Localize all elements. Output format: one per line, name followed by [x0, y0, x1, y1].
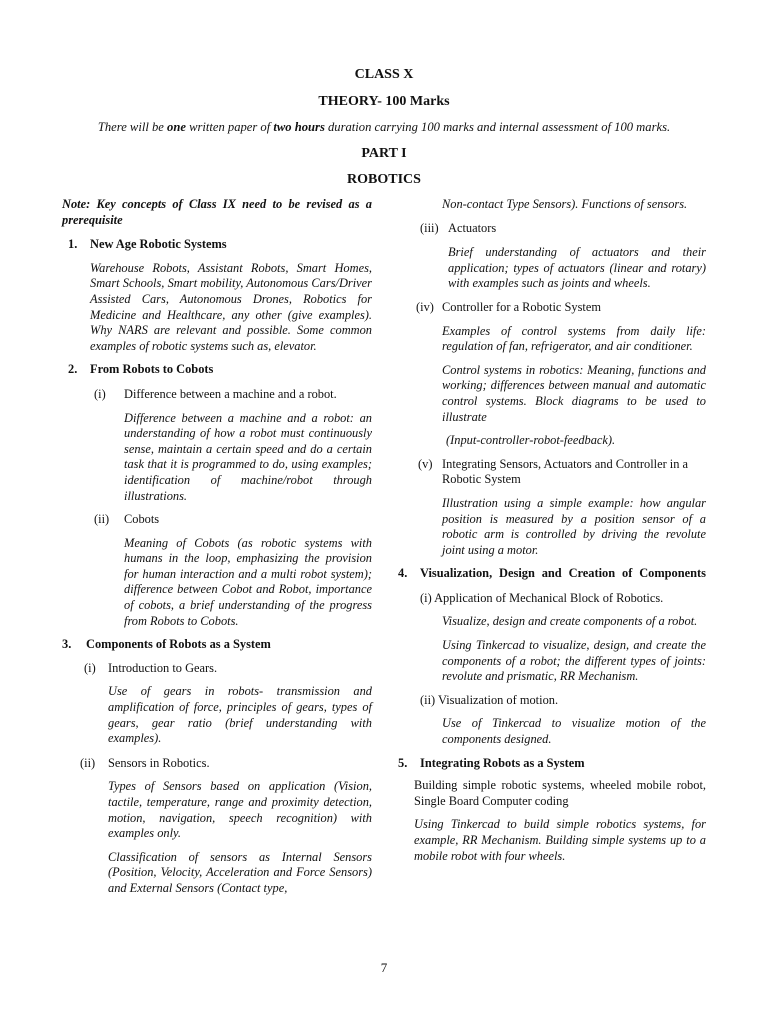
section-4-ii-heading: (ii) Visualization of motion.: [420, 692, 559, 707]
right-column: [398, 197, 706, 864]
section-3-i-heading: (i) Introduction to Gears.: [84, 660, 218, 675]
section-3-ii-heading: (ii) Sensors in Robotics.: [80, 755, 210, 770]
subject-heading: ROBOTICS: [347, 172, 421, 187]
page-number: 7: [380, 960, 388, 975]
section-3-iv-heading: (iv) Controller for a Robotic System: [416, 299, 601, 314]
section-3-iv-body-3: (Input-controller-robot-feedback).: [446, 433, 616, 448]
section-1-heading: 1. New Age Robotic Systems: [68, 237, 227, 252]
section-3-v-body: Illustration using a simple example: how angular position is measured by a position sensor of a robotic arm is controlled by driving the revolute joint using a motor.: [442, 495, 706, 557]
section-5-body-1: Building simple robotic systems, wheeled mobile robot, Single Board Computer coding: [414, 778, 706, 808]
section-3-v-heading: (v) Integrating Sensors, Actuators and Controller in a Robotic System: [418, 456, 689, 487]
section-3-ii-body-1: Types of Sensors based on application (Vision, tactile, temperature, range and proximity detection, motion, navigation, speech recognition) with examples only.: [108, 779, 372, 841]
part-heading: PART I: [361, 146, 407, 161]
note-prerequisite: Note: Key concepts of Class IX need to be revised as a prerequisite: [62, 197, 372, 227]
section-3-iii-heading: (iii) Actuators: [420, 220, 497, 235]
sensors-continued: Non-contact Type Sensors). Functions of sensors.: [442, 197, 688, 211]
section-3-ii-body-2: Classification of sensors as Internal Sensors (Position, Velocity, Acceleration and Force Sensors) and External Sensors (Contact type,: [108, 849, 372, 895]
section-4-i-body-1: Visualize, design and create components of a robot.: [442, 614, 698, 629]
section-4-i-heading: (i) Application of Mechanical Block of Robotics.: [420, 590, 664, 605]
section-2-ii-body: Meaning of Cobots (as robotic systems with humans in the loop, emphasizing the provision for human interaction and a multi robot system); difference between Cobot and Robot, importance of cobots, a brief understanding of the progress from Robots to Cobots.: [124, 535, 372, 628]
section-3-iv-body-2: Control systems in robotics: Meaning, functions and working; differences between manual and automatic control systems. Block diagrams to be used to illustrate: [442, 362, 706, 424]
section-4-i-body-2: Using Tinkercad to visualize, design, and create the components of a robot; the different types of joints: revolute and prismatic, RR Mechanism.: [442, 638, 706, 684]
section-2-ii-heading: (ii) Cobots: [94, 512, 160, 527]
class-heading: CLASS X: [354, 67, 414, 82]
section-5-heading: 5. Integrating Robots as a System: [398, 755, 585, 770]
left-column: [62, 197, 372, 897]
section-2-heading: 2. From Robots to Cobots: [68, 362, 214, 377]
section-5-body-2: Using Tinkercad to build simple robotics systems, for example, RR Mechanism. Building simple systems up to a mobile robot with four wheels.: [414, 817, 706, 863]
section-4-ii-body: Use of Tinkercad to visualize motion of the components designed.: [442, 716, 706, 747]
section-3-heading: 3. Components of Robots as a System: [62, 637, 271, 652]
section-2-i-body: Difference between a machine and a robot: an understanding of how a robot must continuously sense, maintain a certain speed and do a certain task that it is programmed to do, using examples; identification of machine/robot through illustrations.: [124, 410, 372, 503]
section-3-iii-body: Brief understanding of actuators and their application; types of actuators (linear and rotary) with examples such as joints and wheels.: [448, 245, 706, 291]
section-3-iv-body-1: Examples of control systems from daily life: regulation of fan, refrigerator, and air conditioner.: [442, 323, 706, 354]
intro-text: There will be one written paper of two hours duration carrying 100 marks and internal assessment of 100 marks.: [97, 120, 671, 134]
section-3-i-body: Use of gears in robots- transmission and amplification of force, principles of gears, types of gears, gear ratio (brief understanding with examples).: [108, 684, 372, 746]
theory-heading: THEORY- 100 Marks: [318, 94, 450, 109]
section-4-heading: 4. Visualization, Design and Creation of Components: [398, 566, 706, 581]
section-2-i-heading: (i) Difference between a machine and a robot.: [94, 386, 337, 401]
section-1-body: Warehouse Robots, Assistant Robots, Smart Homes, Smart Schools, Smart mobility, Autonomous Cars/Driver Assisted Cars, Autonomous Drones, Robotics for Medicine and Healthcare, any other (give examples). Why NARS are relevant and possible. Some common examples of robotic systems such as, elevator.: [90, 260, 372, 353]
